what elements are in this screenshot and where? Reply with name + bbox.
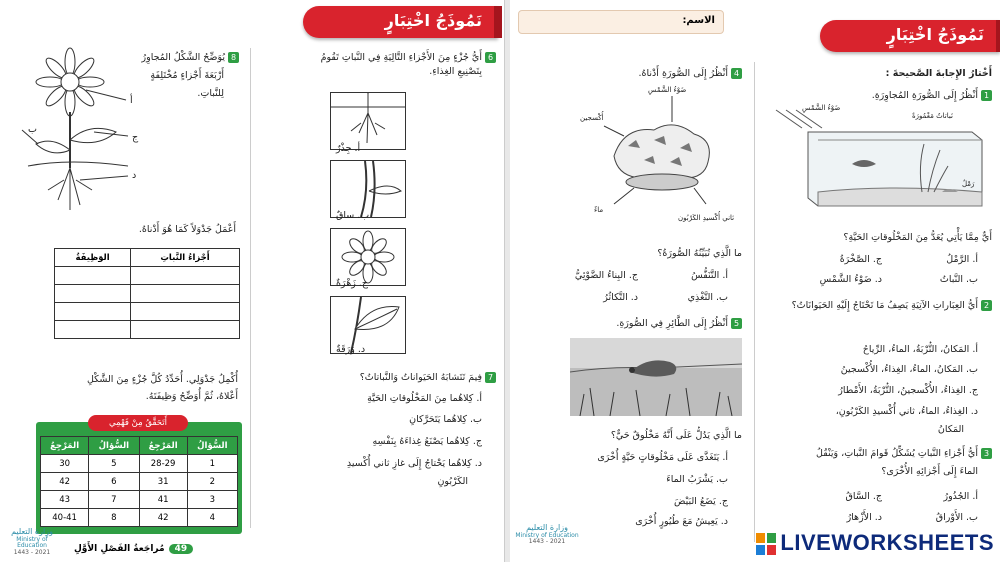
q3-option-b[interactable]: ب. الأَوْراقُ bbox=[935, 512, 978, 523]
q2-option-a[interactable]: أ. المَكانُ، التُّرْبَةُ، الماءُ، الرِّياحُ bbox=[862, 344, 978, 355]
parts-table bbox=[54, 248, 240, 339]
q2-option-d-cont: المَكانُ bbox=[937, 424, 964, 435]
table-row bbox=[41, 509, 238, 527]
left-footer: 49مُراجَعةُ الفَصْلِ الأَوَّلِ bbox=[66, 543, 201, 558]
ref-cell: 6 bbox=[89, 473, 139, 491]
liveworksheets-watermark: LIVEWORKSHEETS bbox=[756, 530, 994, 556]
q1-label-plant: نَباتاتٌ مَغْمُورَةٌ bbox=[912, 112, 953, 120]
label-a: أ bbox=[130, 95, 133, 106]
q6-option-d[interactable]: د. وَرَقَةٌ bbox=[336, 344, 366, 355]
ref-header: المَرْجِعُ bbox=[139, 437, 187, 455]
ministry-logo-left: وزارة التعليم Ministry of Education 2021 - 1443 bbox=[11, 527, 53, 556]
q4-question: ما الَّذِي تُبَيِّنُهُ الصُّورَةُ؟ bbox=[657, 248, 742, 259]
q8-complete-1: أُكْمِلُ جَدْوَلِي. أُحَدِّدُ كُلَّ جُزْءٍ مِنَ الشَّكْلِ bbox=[86, 374, 238, 385]
ref-cell: 1 bbox=[187, 455, 237, 473]
q4-label-oxygen: أُكْسجين bbox=[580, 114, 604, 122]
q7-option-c[interactable]: ج. كِلاهُما يَصْنَعُ غِذاءَهُ بِنَفْسِهِ bbox=[372, 436, 482, 447]
q3-option-d[interactable]: د. الأَزْهارُ bbox=[846, 512, 882, 523]
ref-cell: 30 bbox=[41, 455, 89, 473]
q3-option-c[interactable]: ج. السَّاقُ bbox=[845, 491, 882, 502]
q5-stem: 5أَنْظُرُ إِلَى الطَّائِرِ فِي الصُّورَةِ. bbox=[616, 318, 742, 329]
table-row bbox=[41, 473, 238, 491]
q5-option-d[interactable]: د. يَعِيشُ مَعَ طُيُورٍ أُخْرَى bbox=[635, 516, 728, 527]
ref-cell: 41 bbox=[139, 491, 187, 509]
aquarium-image bbox=[772, 106, 986, 214]
q8-stem3: لِلنَّباتِ. bbox=[197, 88, 224, 99]
check-understanding-box bbox=[36, 418, 242, 534]
table-row bbox=[41, 491, 238, 509]
label-c: ج bbox=[132, 132, 139, 143]
bird-image bbox=[570, 338, 742, 416]
q4-option-d[interactable]: د. التَّكاثُرُ bbox=[603, 292, 638, 303]
q1-question: أَيٌّ مِمَّا يَأْتِي يُعَدُّ مِنَ المَخْلُوقاتِ الحَيَّةِ؟ bbox=[843, 232, 992, 243]
flower-illustration bbox=[331, 229, 405, 285]
name-label: الاسم: bbox=[682, 15, 715, 26]
parts-header: أَجْزاءُ النَّباتِ bbox=[131, 249, 240, 267]
q1-option-a[interactable]: أ. الرَّمْلُ bbox=[946, 254, 978, 265]
q3-stem2: الماءَ إِلَى أَجْزائِهِ الأُخْرَى؟ bbox=[881, 466, 978, 477]
column-divider bbox=[754, 62, 755, 542]
ref-header: السُّؤالُ bbox=[187, 437, 237, 455]
q5-option-c[interactable]: ج. يَضَعُ البَيْضَ bbox=[673, 496, 728, 507]
ref-header: المَرْجِعُ bbox=[41, 437, 89, 455]
q2-stem: 2أَيُّ العِبَاراتِ الآتِيَةِ يَصِفُ مَا تَحْتَاجُ إِلَيْهِ الحَيَوانَاتُ؟ bbox=[792, 300, 992, 311]
ref-cell: 28-29 bbox=[139, 455, 187, 473]
ref-cell: 7 bbox=[89, 491, 139, 509]
table-cell[interactable] bbox=[131, 285, 240, 303]
table-row bbox=[41, 455, 238, 473]
q2-option-b[interactable]: ب. المَكانُ، الماءُ، الغِذاءُ، الأُكْسجينُ bbox=[840, 364, 978, 375]
q6-option-c[interactable]: ج. زَهْرَةٌ bbox=[336, 278, 368, 289]
plant-diagram bbox=[18, 40, 148, 215]
right-ribbon-title: نَمُوذَجُ اخْتِبَارٍ bbox=[820, 20, 1000, 52]
q1-label-sun: ضَوْءُ الشَّمْسِ bbox=[802, 104, 841, 112]
function-header: الوَظِيفَةُ bbox=[55, 249, 131, 267]
label-d: د bbox=[132, 170, 137, 181]
table-cell[interactable] bbox=[55, 285, 131, 303]
q5-option-b[interactable]: ب. يَشْرَبُ الماءَ bbox=[666, 474, 728, 485]
ref-header: السُّؤالُ bbox=[89, 437, 139, 455]
ref-cell: 42 bbox=[139, 509, 187, 527]
table-cell[interactable] bbox=[131, 303, 240, 321]
q6-option-b[interactable]: ب. ساقٌ bbox=[336, 210, 370, 221]
q3-option-a[interactable]: أ. الجُذُورُ bbox=[943, 491, 978, 502]
check-title: أَتَحَقَّقُ مِنْ فَهْمِي bbox=[88, 415, 188, 431]
q6-stem: 6أَيُّ جُزْءٍ مِنَ الأَجْزاءِ التَّالِيَةِ فِي النَّباتِ تَقُومُ bbox=[321, 52, 496, 63]
ref-cell: 4 bbox=[187, 509, 237, 527]
left-ribbon-title: نَمُوذَجُ اخْتِبَارٍ bbox=[303, 6, 498, 38]
q2-option-c[interactable]: ج. الغِذاءُ، الأُكْسجينُ، التُّرْبَةُ، الأَمْطارُ bbox=[838, 385, 978, 396]
q8-complete-2: أَعْلاهُ، ثُمَّ أُوَضِّحُ وَظِيفَتَهُ. bbox=[145, 391, 238, 402]
q4-option-b[interactable]: ب. التَّغْذِي bbox=[687, 292, 728, 303]
q5-question: ما الَّذِي يَدُلُّ عَلَى أَنَّهُ مَخْلُوقٌ حَيٌّ؟ bbox=[610, 430, 742, 441]
liveworksheets-logo-icon bbox=[756, 533, 776, 555]
root-image bbox=[330, 92, 406, 150]
q1-option-d[interactable]: د. ضَوْءُ الشَّمْسِ bbox=[819, 274, 882, 285]
name-field[interactable] bbox=[518, 10, 724, 34]
column-divider bbox=[250, 48, 251, 528]
q1-stem: 1أَنْظُرُ إِلَى الصُّورَةِ المُجاوِرَةِ. bbox=[872, 90, 992, 101]
ministry-logo-right: وزارة التعليم Ministry of Education 2021 - 1443 bbox=[515, 523, 579, 546]
root-illustration bbox=[331, 93, 405, 149]
photosynthesis-image bbox=[584, 96, 734, 226]
q4-label-co2: ثاني أُكْسيدِ الكَرْبُون bbox=[678, 214, 735, 222]
q7-option-a[interactable]: أ. كِلاهُما مِنَ المَخْلُوقاتِ الحَيَّةِ bbox=[367, 393, 482, 404]
q1-option-c[interactable]: ج. الصَّخْرَةُ bbox=[839, 254, 882, 265]
q4-option-a[interactable]: أ. التَّنَفُّسُ bbox=[691, 270, 728, 281]
q2-option-d[interactable]: د. الغِذاءُ، الماءُ، ثاني أُكْسيدِ الكَرْبُونِ، bbox=[835, 406, 978, 417]
q8-table-instruction: أَعْمَلُ جَدْوَلاً كَمَا هُوَ أَدْناهُ. bbox=[138, 224, 236, 235]
ref-cell: 5 bbox=[89, 455, 139, 473]
ref-cell: 43 bbox=[41, 491, 89, 509]
label-b: ب bbox=[28, 124, 37, 135]
ref-cell: 8 bbox=[89, 509, 139, 527]
table-cell[interactable] bbox=[55, 267, 131, 285]
q7-stem: 7فِيمَ تَتَشابَهُ الحَيَواناتُ وَالنَّباتاتُ؟ bbox=[360, 372, 496, 383]
q7-option-d[interactable]: د. كِلاهُما يَحْتاجُ إِلَى غازِ ثاني أُكْسيدِ bbox=[346, 458, 482, 469]
q8-stem: 8يُوَضِّحُ الشَّكْلُ المُجاوِرُ bbox=[142, 52, 239, 63]
q4-label-water: ماءٌ bbox=[594, 206, 604, 214]
instruction: أَخْتارُ الإِجابةَ الصَّحيحةَ : bbox=[885, 68, 992, 79]
q6-stem2: بِتَصْنِيعِ الغِذاءِ. bbox=[429, 66, 482, 77]
table-cell[interactable] bbox=[131, 321, 240, 339]
q4-stem: 4أَنْظُرُ إِلَى الصُّورَةِ أَدْناهُ. bbox=[639, 68, 742, 79]
ref-cell: 3 bbox=[187, 491, 237, 509]
q7-option-b[interactable]: ب. كِلاهُما يَتَحَرَّكانِ bbox=[409, 414, 482, 425]
q7-option-d-cont: الكَرْبُونِ bbox=[437, 476, 468, 487]
table-cell[interactable] bbox=[131, 267, 240, 285]
q5-option-a[interactable]: أ. يَتَغَذَّى عَلَى مَخْلُوقاتٍ حَيَّةٍ أُخْرَى bbox=[597, 452, 728, 463]
stem-illustration bbox=[331, 161, 405, 217]
q6-option-a[interactable]: أ. جِذْرٌ bbox=[336, 143, 361, 154]
q8-stem2: أَرْبَعَةَ أَجْزاءٍ مُخْتَلِفَةٍ bbox=[150, 70, 224, 81]
right-page bbox=[510, 0, 1000, 562]
q1-option-b[interactable]: ب. النَّباتُ bbox=[939, 274, 978, 285]
ref-cell: 42 bbox=[41, 473, 89, 491]
ref-cell: 40-41 bbox=[41, 509, 89, 527]
q4-label-sun: ضَوْءُ الشَّمْسِ bbox=[648, 86, 687, 94]
ref-cell: 2 bbox=[187, 473, 237, 491]
q3-stem: 3أَيُّ أَجْزاءِ النَّباتِ يُشَكِّلُ قَوامَ النَّباتِ، وَيَنْقُلُ bbox=[816, 448, 992, 459]
table-cell[interactable] bbox=[55, 303, 131, 321]
ref-cell: 31 bbox=[139, 473, 187, 491]
q1-label-sand: رَمْلٌ bbox=[962, 180, 975, 188]
q4-option-c[interactable]: ج. البِناءُ الضَّوْئِيُّ bbox=[574, 270, 638, 281]
reference-table bbox=[40, 436, 238, 527]
table-cell[interactable] bbox=[55, 321, 131, 339]
